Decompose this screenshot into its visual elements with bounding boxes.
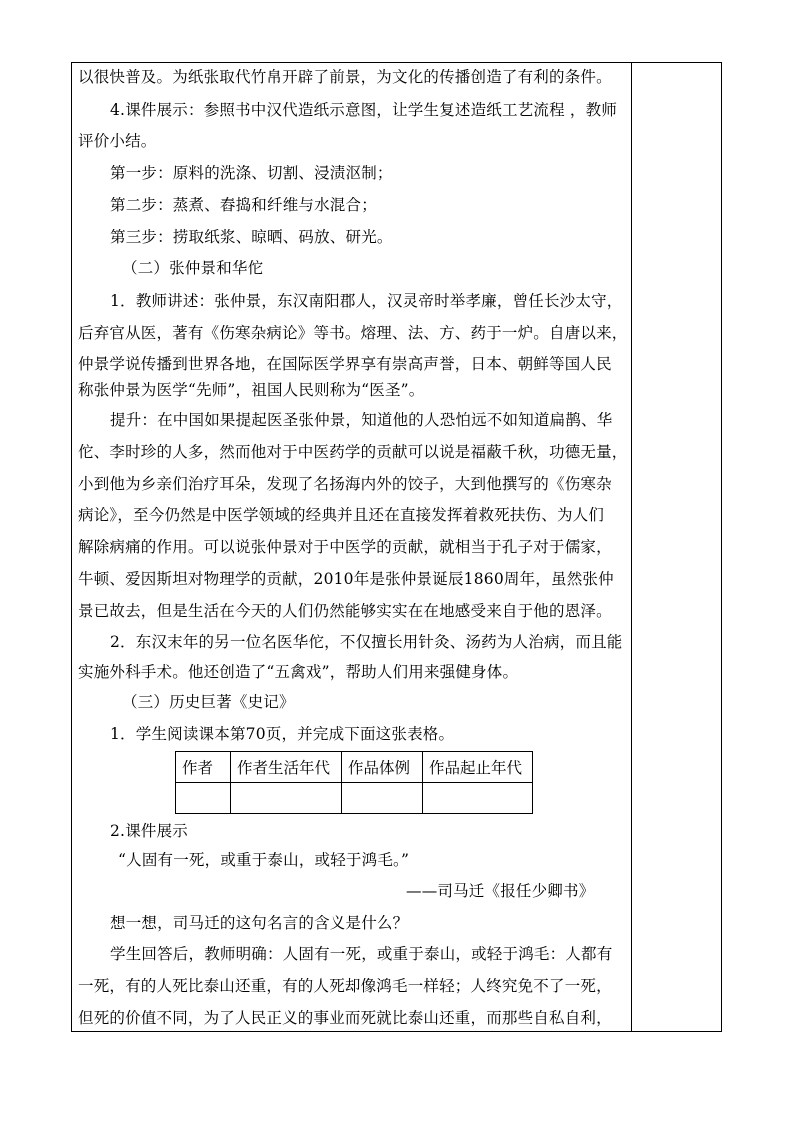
- text-line: 2.课件展示: [110, 822, 188, 840]
- worksheet-header-cell: 作者: [176, 752, 231, 783]
- text-line: 一死，有的人死比泰山还重，有的人死却像鸿毛一样轻；人终究免不了一死，: [78, 977, 612, 995]
- quote-attribution: ——司马迁《报任少卿书》: [406, 882, 595, 900]
- text-line: 实施外科手术。他还创造了“五禽戏”，帮助人们用来强健身体。: [78, 663, 519, 681]
- text-line: 小到他为乡亲们治疗耳朵，发现了名扬海内外的饺子，大到他撰写的《伤寒杂: [78, 475, 612, 493]
- worksheet-header-cell: 作者生活年代: [231, 752, 342, 783]
- text-line: 但死的价值不同，为了人民正义的事业而死就比泰山还重，而那些自私自利，: [78, 1009, 612, 1027]
- text-line: 4.课件展示：参照书中汉代造纸示意图，让学生复述造纸工艺流程 ，教师: [110, 101, 618, 119]
- worksheet-answer-cell: [342, 783, 423, 814]
- text-line: 评价小结。: [78, 132, 157, 150]
- worksheet-header-cell: 作品起止年代: [423, 752, 533, 783]
- text-line: 1．学生阅读课本第70页，并完成下面这张表格。: [110, 725, 455, 743]
- column-divider: [631, 63, 632, 1031]
- worksheet-answer-cell: [423, 783, 533, 814]
- text-line: 2．东汉末年的另一位名医华佗，不仅擅长用针灸、汤药为人治病，而且能: [110, 633, 623, 651]
- text-line: 病论》，至今仍然是中医学领域的经典并且还在直接发挥着救死扶伤、为人们: [78, 506, 605, 524]
- worksheet-answer-cell: [231, 783, 342, 814]
- text-line: 提升：在中国如果提起医圣张仲景，知道他的人恐怕远不如知道扁鹊、华: [110, 411, 613, 429]
- text-line: 第二步：蒸煮、舂捣和纤维与水混合；: [110, 196, 377, 214]
- text-line: 以很快普及。为纸张取代竹帛开辟了前景，为文化的传播创造了有利的条件。: [78, 68, 612, 86]
- text-line: 后弃官从医，著有《伤寒杂病论》等书。熔理、法、方、药于一炉。自唐以来，: [78, 324, 628, 342]
- worksheet-table: [175, 751, 533, 814]
- worksheet-answer-row: [176, 783, 533, 814]
- text-line: 仲景学说传播到世界各地，在国际医学界享有崇高声誉，日本、朝鲜等国人民: [78, 355, 612, 373]
- text-line: 1．教师讲述：张仲景，东汉南阳郡人，汉灵帝时举孝廉，曾任长沙太守，: [110, 292, 623, 310]
- section-heading: （二）张仲景和华佗: [122, 259, 264, 277]
- text-line: 佗、李时珍的人多，然而他对于中医药学的贡献可以说是福蔽千秋，功德无量，: [78, 443, 628, 461]
- text-line: 景已故去，但是生活在今天的人们仍然能够实实在在地感受来自于他的恩泽。: [78, 602, 612, 620]
- text-line: 牛顿、爱因斯坦对物理学的贡献，2010年是张仲景诞辰1860周年，虽然张仲: [78, 570, 614, 588]
- lesson-table-frame: [71, 62, 722, 1032]
- worksheet-header-cell: 作品体例: [342, 752, 423, 783]
- text-line: 解除病痛的作用。可以说张仲景对于中医学的贡献，就相当于孔子对于儒家，: [78, 538, 612, 556]
- text-line: 学生回答后，教师明确：人固有一死，或重于泰山，或轻于鸿毛：人都有: [110, 945, 613, 963]
- section-heading: （三）历史巨著《史记》: [122, 693, 295, 711]
- worksheet-header-row: [176, 752, 533, 783]
- text-line: 第一步：原料的洗涤、切割、浸渍沤制；: [110, 164, 393, 182]
- worksheet-answer-cell: [176, 783, 231, 814]
- text-line: 称张仲景为医学“先师”，祖国人民则称为“医圣”。: [78, 381, 425, 399]
- text-line: 第三步：捞取纸浆、晾晒、码放、研光。: [110, 228, 393, 246]
- text-line: 想一想，司马迁的这句名言的含义是什么？: [110, 914, 409, 932]
- quote-line: “人固有一死，或重于泰山，或轻于鸿毛。”: [118, 851, 410, 869]
